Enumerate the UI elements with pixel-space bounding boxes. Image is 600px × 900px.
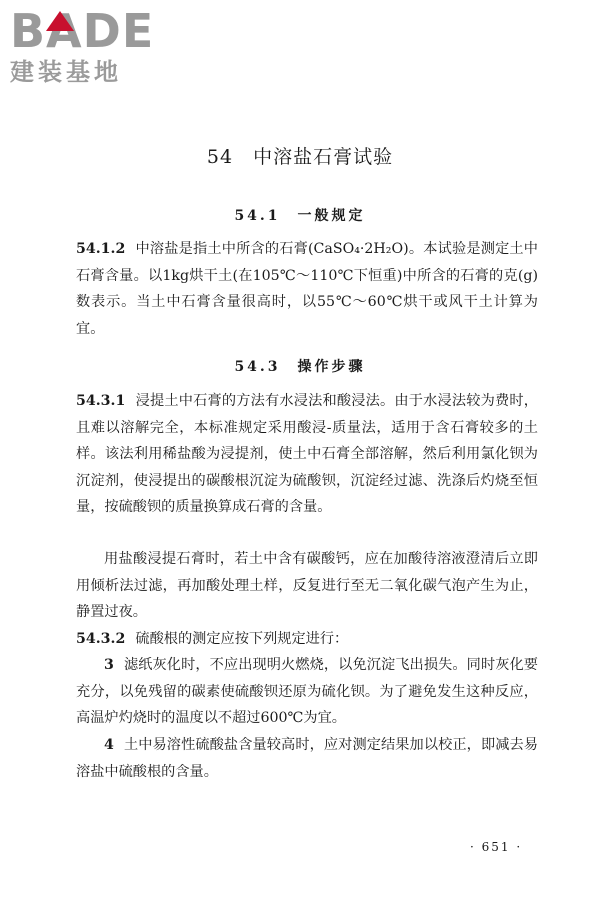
clause-number: 54.3.1 bbox=[76, 393, 126, 409]
page-number: · 651 · bbox=[470, 840, 523, 854]
logo-accent-triangle-icon bbox=[46, 11, 74, 31]
clause-text: 硫酸根的测定应按下列规定进行： bbox=[135, 631, 349, 647]
paragraph-item-4 bbox=[76, 732, 538, 785]
brand-logo bbox=[10, 6, 175, 88]
paragraph-item-3 bbox=[76, 652, 538, 732]
clause-number: 54.3.2 bbox=[76, 631, 126, 647]
item-text: 土中易溶性硫酸盐含量较高时，应对测定结果加以校正，即减去易溶盐中硫酸根的含量。 bbox=[76, 737, 538, 780]
section-title-procedure: 54.3 操作步骤 bbox=[234, 359, 366, 375]
item-text: 滤纸灰化时，不应出现明火燃烧，以免沉淀飞出损失。同时灰化要充分，以免残留的碳素使硫酸钡还原为硫化钡。为了避免发生这种反应，高温炉灼烧时的温度以不超过600℃为宜。 bbox=[76, 657, 538, 726]
section-title-general: 54.1 一般规定 bbox=[234, 208, 366, 224]
clause-number: 54.1.2 bbox=[76, 241, 126, 257]
paragraph-54-3-2 bbox=[76, 626, 538, 653]
clause-text: 中溶盐是指土中所含的石膏(CaSO₄·2H₂O)。本试验是测定土中石膏含量。以1kg烘干土(在105℃～110℃下恒重)中所含的石膏的克(g)数表示。当土中石膏含量很高时，以55℃～60℃烘干或风干土计算为宜。 bbox=[76, 241, 538, 337]
item-number: 4 bbox=[104, 737, 114, 753]
clause-text: 浸提土中石膏的方法有水浸法和酸浸法。由于水浸法较为费时，且难以溶解完全，本标准规定采用酸浸-质量法，适用于含石膏较多的土样。该法利用稀盐酸为浸提剂，使土中石膏全部溶解，然后利用氯化钡为沉淀剂，使浸提出的碳酸根沉淀为硫酸钡，沉淀经过滤、洗涤后灼烧至恒量，按硫酸钡的质量换算成石膏的含量。 bbox=[76, 393, 538, 515]
item-number: 3 bbox=[104, 657, 114, 673]
chapter-title: 54 中溶盐石膏试验 bbox=[206, 146, 394, 168]
clause-text: 用盐酸浸提石膏时，若土中含有碳酸钙，应在加酸待溶液澄清后立即用倾析法过滤，再加酸处理土样，反复进行至无二氧化碳气泡产生为止，静置过夜。 bbox=[76, 551, 538, 620]
paragraph-54-3-1 bbox=[76, 388, 538, 521]
logo-wordmark: BADE bbox=[10, 4, 155, 58]
paragraph-acid-extraction-note bbox=[76, 546, 538, 626]
logo-subtitle: 建装基地 bbox=[10, 58, 122, 86]
paragraph-54-1-2 bbox=[76, 236, 538, 342]
